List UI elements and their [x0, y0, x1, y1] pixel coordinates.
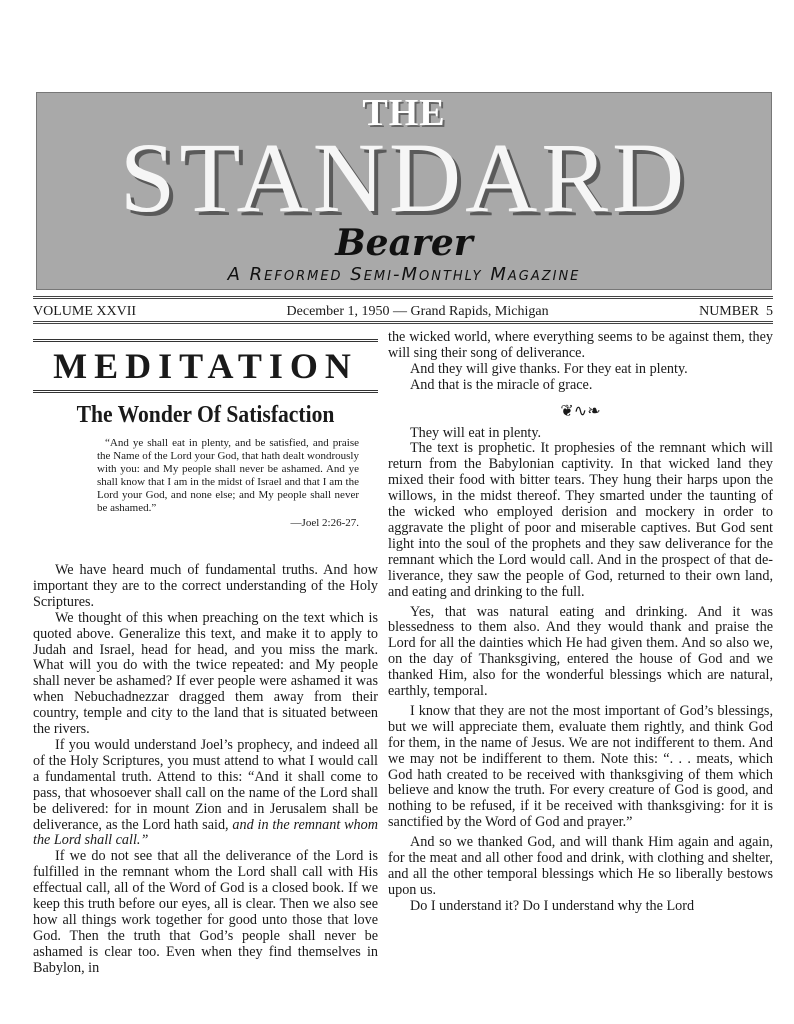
paragraph: If we do not see that all the deliverance of the Lord is fulfilled in the remnant whom the Lord shall call with His effectual call, all of the Word of God is a closed book. If we keep this truth before our eyes, all is clear. Then we also see how all things work together for good unto those that love God. Then the truth that God’s people shall never be ashamed is clear too. Even when they find themselves in Babylon, in: [33, 848, 378, 976]
epigraph-reference: —Joel 2:26-27.: [290, 517, 359, 529]
masthead-logo: [36, 92, 772, 290]
divider: [33, 296, 773, 299]
paragraph: Yes, that was natural eating and drinking. And it was blessedness to them also. And they would thank and praise the Lord for all the dainties which He had given them. And so also we, on the day of Thanksgiving, entered the house of God and we thanked Him, also for the wonderful blessings which are natural, earthly, temporal.: [388, 603, 773, 700]
issue-info-bar: [33, 304, 773, 320]
paragraph: the wicked world, where everything seems to be against them, they will sing their song of deliverance.: [388, 329, 773, 361]
divider: [33, 321, 773, 324]
article-title: The Wonder Of Satisfaction: [76, 402, 335, 428]
volume-label: VOLUME XXVII: [33, 304, 137, 319]
paragraph: Do I understand it? Do I understand why the Lord: [410, 897, 695, 914]
paragraph-text: If you would understand Joel’s prophecy, and indeed all of the Holy Scriptures, you must attend to what I would call a fundamental truth. Attend to this: “And it shall come to pass, that whosoever shall call on the name of the Lord shall be delivered: for in mount Zion and in Jerusalem shall be deliverance, as the Lord hath said,: [33, 736, 378, 833]
divider: [33, 339, 378, 342]
paragraph: We have heard much of fundamental truths. And how important they are to the correct understanding of the Holy Scriptures.: [33, 562, 378, 610]
left-column: [33, 563, 378, 977]
paragraph: [33, 738, 378, 849]
epigraph-text: “And ye shall eat in plenty, and be satisfied, and praise the Name of the Lord your God, that hath dealt wondrously with you: and My people shall never be ashamed. And ye shall know that I am in the midst of Israel and that I am the Lord your God, and none else; and My people shall never be ashamed.”: [97, 437, 359, 514]
masthead-tagline: A Reformed Semi-Monthly Magazine: [227, 264, 581, 285]
section-heading: MEDITATION: [53, 346, 358, 386]
logo-standard: STANDARD: [119, 122, 689, 233]
issue-number: NUMBER 5: [699, 304, 773, 319]
paragraph: We thought of this when preaching on the text which is quoted above. Generalize this text, and make it to apply to Judah and Israel, head for head, and you miss the mark. What will you do with the twice repeated: and My people shall never be ashamed? If ever people were ashamed it was when Nebuchadnezzar dragged them away from their country, temple and city to the land that is situated between the rivers.: [33, 609, 378, 738]
dateline: December 1, 1950 — Grand Rapids, Michigan: [286, 304, 549, 319]
right-column: [388, 330, 773, 915]
paragraph: And that is the miracle of grace.: [410, 376, 593, 393]
epigraph: [97, 437, 359, 530]
paragraph-italic: and in the remnant whom the Lord shall call.”: [33, 816, 378, 849]
divider: [33, 390, 378, 393]
paragraph: And they will give thanks. For they eat in plenty.: [410, 360, 688, 377]
ornament-divider: ❦∿❧: [560, 402, 601, 420]
paragraph: I know that they are not the most important of God’s blessings, but we will appreciate them, evaluate them rightly, and think God for them, in the name of Jesus. We are not indifferent to them. And we may not be indifferent to them. Note this: “. . . meats, which God hath created to be received with thanksgiving of them which believe and know the truth. For every creature of God is good, and nothing to be refused, if it be received with thanksgiving: for it is sanctified by the Word of God and prayer.”: [388, 702, 773, 831]
paragraph: The text is prophetic. It prophesies of the remnant which will return from the Babylonian captivity. In that wicked land they mixed their food with bitter tears. They hung their harps upon the willows, in the midst thereof. They smarted under the taunting of the wicked who employed derision and mockery in order to aggravate the plight of poor and miserable captives. But God sent light into the soul of the prophets and they saw deliverance for the remnant which the Lord would call. And in the prospect of that deliverance, they saw the people of God, returned to their own land, and eating and drinking to the full.: [388, 440, 773, 600]
logo-bearer: Bearer: [335, 222, 473, 264]
logo-the: THE: [362, 92, 446, 134]
paragraph: And so we thanked God, and will thank Him again and again, for the meat and all other food and drink, with clothing and shelter, and all the other temporal blessings which He so liberally bestows upon us.: [388, 834, 773, 898]
paragraph: They will eat in plenty.: [410, 424, 542, 441]
